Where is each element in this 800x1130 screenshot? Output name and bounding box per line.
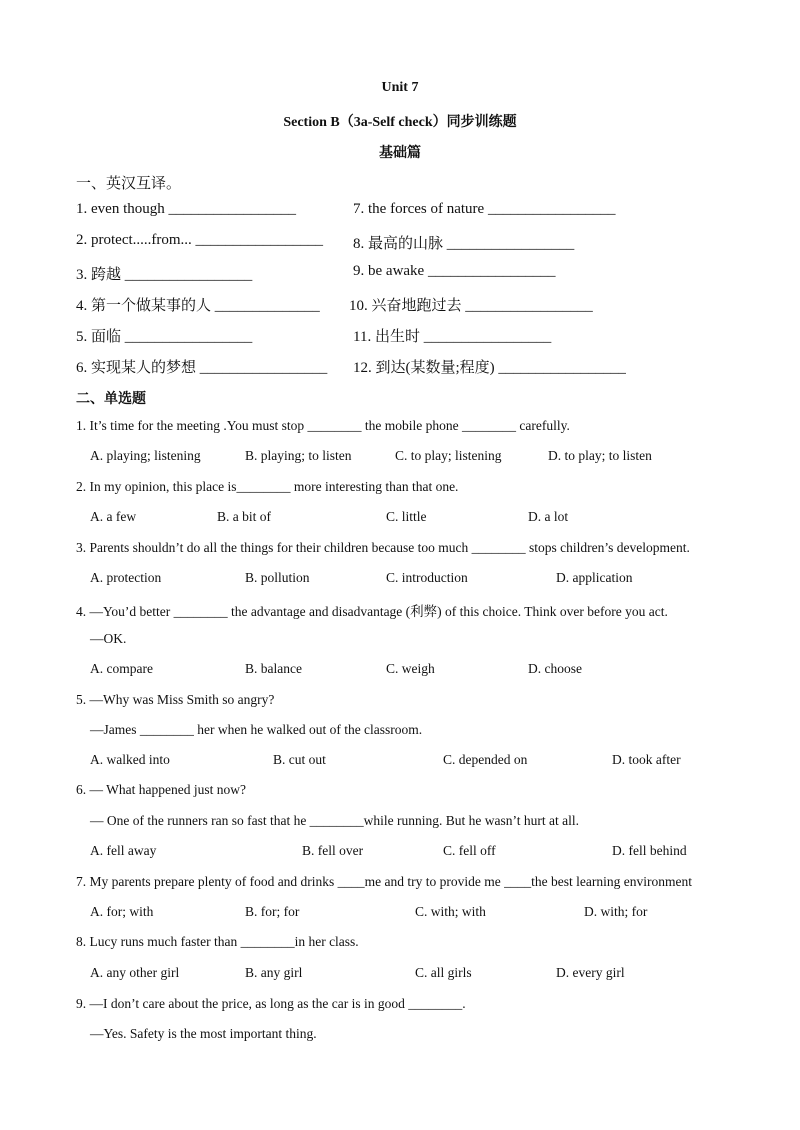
- translation-item-10: 10. 兴奋地跑过去 _________________: [349, 298, 593, 314]
- translation-item-12: 12. 到达(某数量;程度) _________________: [353, 360, 626, 376]
- question-1-stem: 1. It’s time for the meeting .You must stop ________ the mobile phone ________ carefully.: [76, 418, 570, 433]
- question-6-option-a: A. fell away: [90, 843, 157, 858]
- part2-heading: 二、单选题: [76, 392, 146, 407]
- question-5-reply: —James ________ her when he walked out of the classroom.: [90, 722, 423, 737]
- question-3-option-d: D. application: [556, 570, 633, 585]
- question-5-option-d: D. took after: [612, 752, 681, 767]
- question-8-option-b: B. any girl: [245, 965, 303, 980]
- question-4-reply: —OK.: [90, 631, 127, 646]
- question-4-option-a: A. compare: [90, 661, 153, 676]
- question-3-option-c: C. introduction: [386, 570, 468, 585]
- question-8-stem: 8. Lucy runs much faster than ________in her class.: [76, 934, 359, 949]
- question-9-stem: 9. —I don’t care about the price, as long as the car is in good ________.: [76, 996, 466, 1011]
- question-4-option-b: B. balance: [245, 661, 302, 676]
- question-6-stem: 6. — What happened just now?: [76, 782, 246, 797]
- translation-item-9: 9. be awake _________________: [353, 263, 556, 279]
- question-8-option-a: A. any other girl: [90, 965, 180, 980]
- translation-item-5: 5. 面临 _________________: [76, 329, 253, 345]
- question-1-option-c: C. to play; listening: [395, 448, 502, 463]
- question-1-option-a: A. playing; listening: [90, 448, 201, 463]
- question-1-option-b: B. playing; to listen: [245, 448, 352, 463]
- question-4-option-c: C. weigh: [386, 661, 435, 676]
- section-title: Section B（3a-Self check）同步训练题: [283, 115, 517, 130]
- question-2-option-a: A. a few: [90, 509, 137, 524]
- question-8-option-d: D. every girl: [556, 965, 625, 980]
- translation-item-3: 3. 跨越 _________________: [76, 267, 253, 283]
- question-4-stem: 4. —You’d better ________ the advantage and disadvantage (利弊) of this choice. Think over before you act.: [76, 604, 668, 619]
- part1-heading: 一、英汉互译。: [76, 176, 182, 192]
- translation-item-2: 2. protect.....from... _________________: [76, 232, 324, 248]
- question-1-option-d: D. to play; to listen: [548, 448, 652, 463]
- question-2-option-c: C. little: [386, 509, 427, 524]
- question-4-option-d: D. choose: [528, 661, 582, 676]
- question-5-stem: 5. —Why was Miss Smith so angry?: [76, 692, 275, 707]
- question-3-option-a: A. protection: [90, 570, 162, 585]
- translation-item-4: 4. 第一个做某事的人 ______________: [76, 298, 320, 314]
- question-7-option-d: D. with; for: [584, 904, 648, 919]
- translation-item-6: 6. 实现某人的梦想 _________________: [76, 360, 328, 376]
- question-7-stem: 7. My parents prepare plenty of food and drinks ____me and try to provide me ____the best learning environment: [76, 874, 692, 889]
- translation-item-7: 7. the forces of nature _________________: [353, 201, 616, 217]
- question-3-stem: 3. Parents shouldn’t do all the things for their children because too much ________ stops children’s development.: [76, 540, 690, 555]
- unit-title: Unit 7: [381, 80, 419, 95]
- question-2-option-d: D. a lot: [528, 509, 569, 524]
- question-6-option-b: B. fell over: [302, 843, 364, 858]
- question-6-reply: — One of the runners ran so fast that he ________while running. But he wasn’t hurt at all.: [90, 813, 580, 828]
- level-title: 基础篇: [379, 146, 421, 161]
- question-6-option-d: D. fell behind: [612, 843, 687, 858]
- question-5-option-c: C. depended on: [443, 752, 528, 767]
- question-6-option-c: C. fell off: [443, 843, 496, 858]
- translation-item-8: 8. 最高的山脉 _________________: [353, 236, 575, 252]
- question-2-stem: 2. In my opinion, this place is________ more interesting than that one.: [76, 479, 459, 494]
- question-7-option-a: A. for; with: [90, 904, 154, 919]
- translation-item-1: 1. even though _________________: [76, 201, 296, 217]
- question-5-option-b: B. cut out: [273, 752, 326, 767]
- question-5-option-a: A. walked into: [90, 752, 170, 767]
- question-7-option-b: B. for; for: [245, 904, 300, 919]
- question-9-reply: —Yes. Safety is the most important thing.: [90, 1026, 317, 1041]
- question-7-option-c: C. with; with: [415, 904, 486, 919]
- question-3-option-b: B. pollution: [245, 570, 310, 585]
- translation-item-11: 11. 出生时 _________________: [353, 329, 552, 345]
- question-8-option-c: C. all girls: [415, 965, 472, 980]
- question-2-option-b: B. a bit of: [217, 509, 271, 524]
